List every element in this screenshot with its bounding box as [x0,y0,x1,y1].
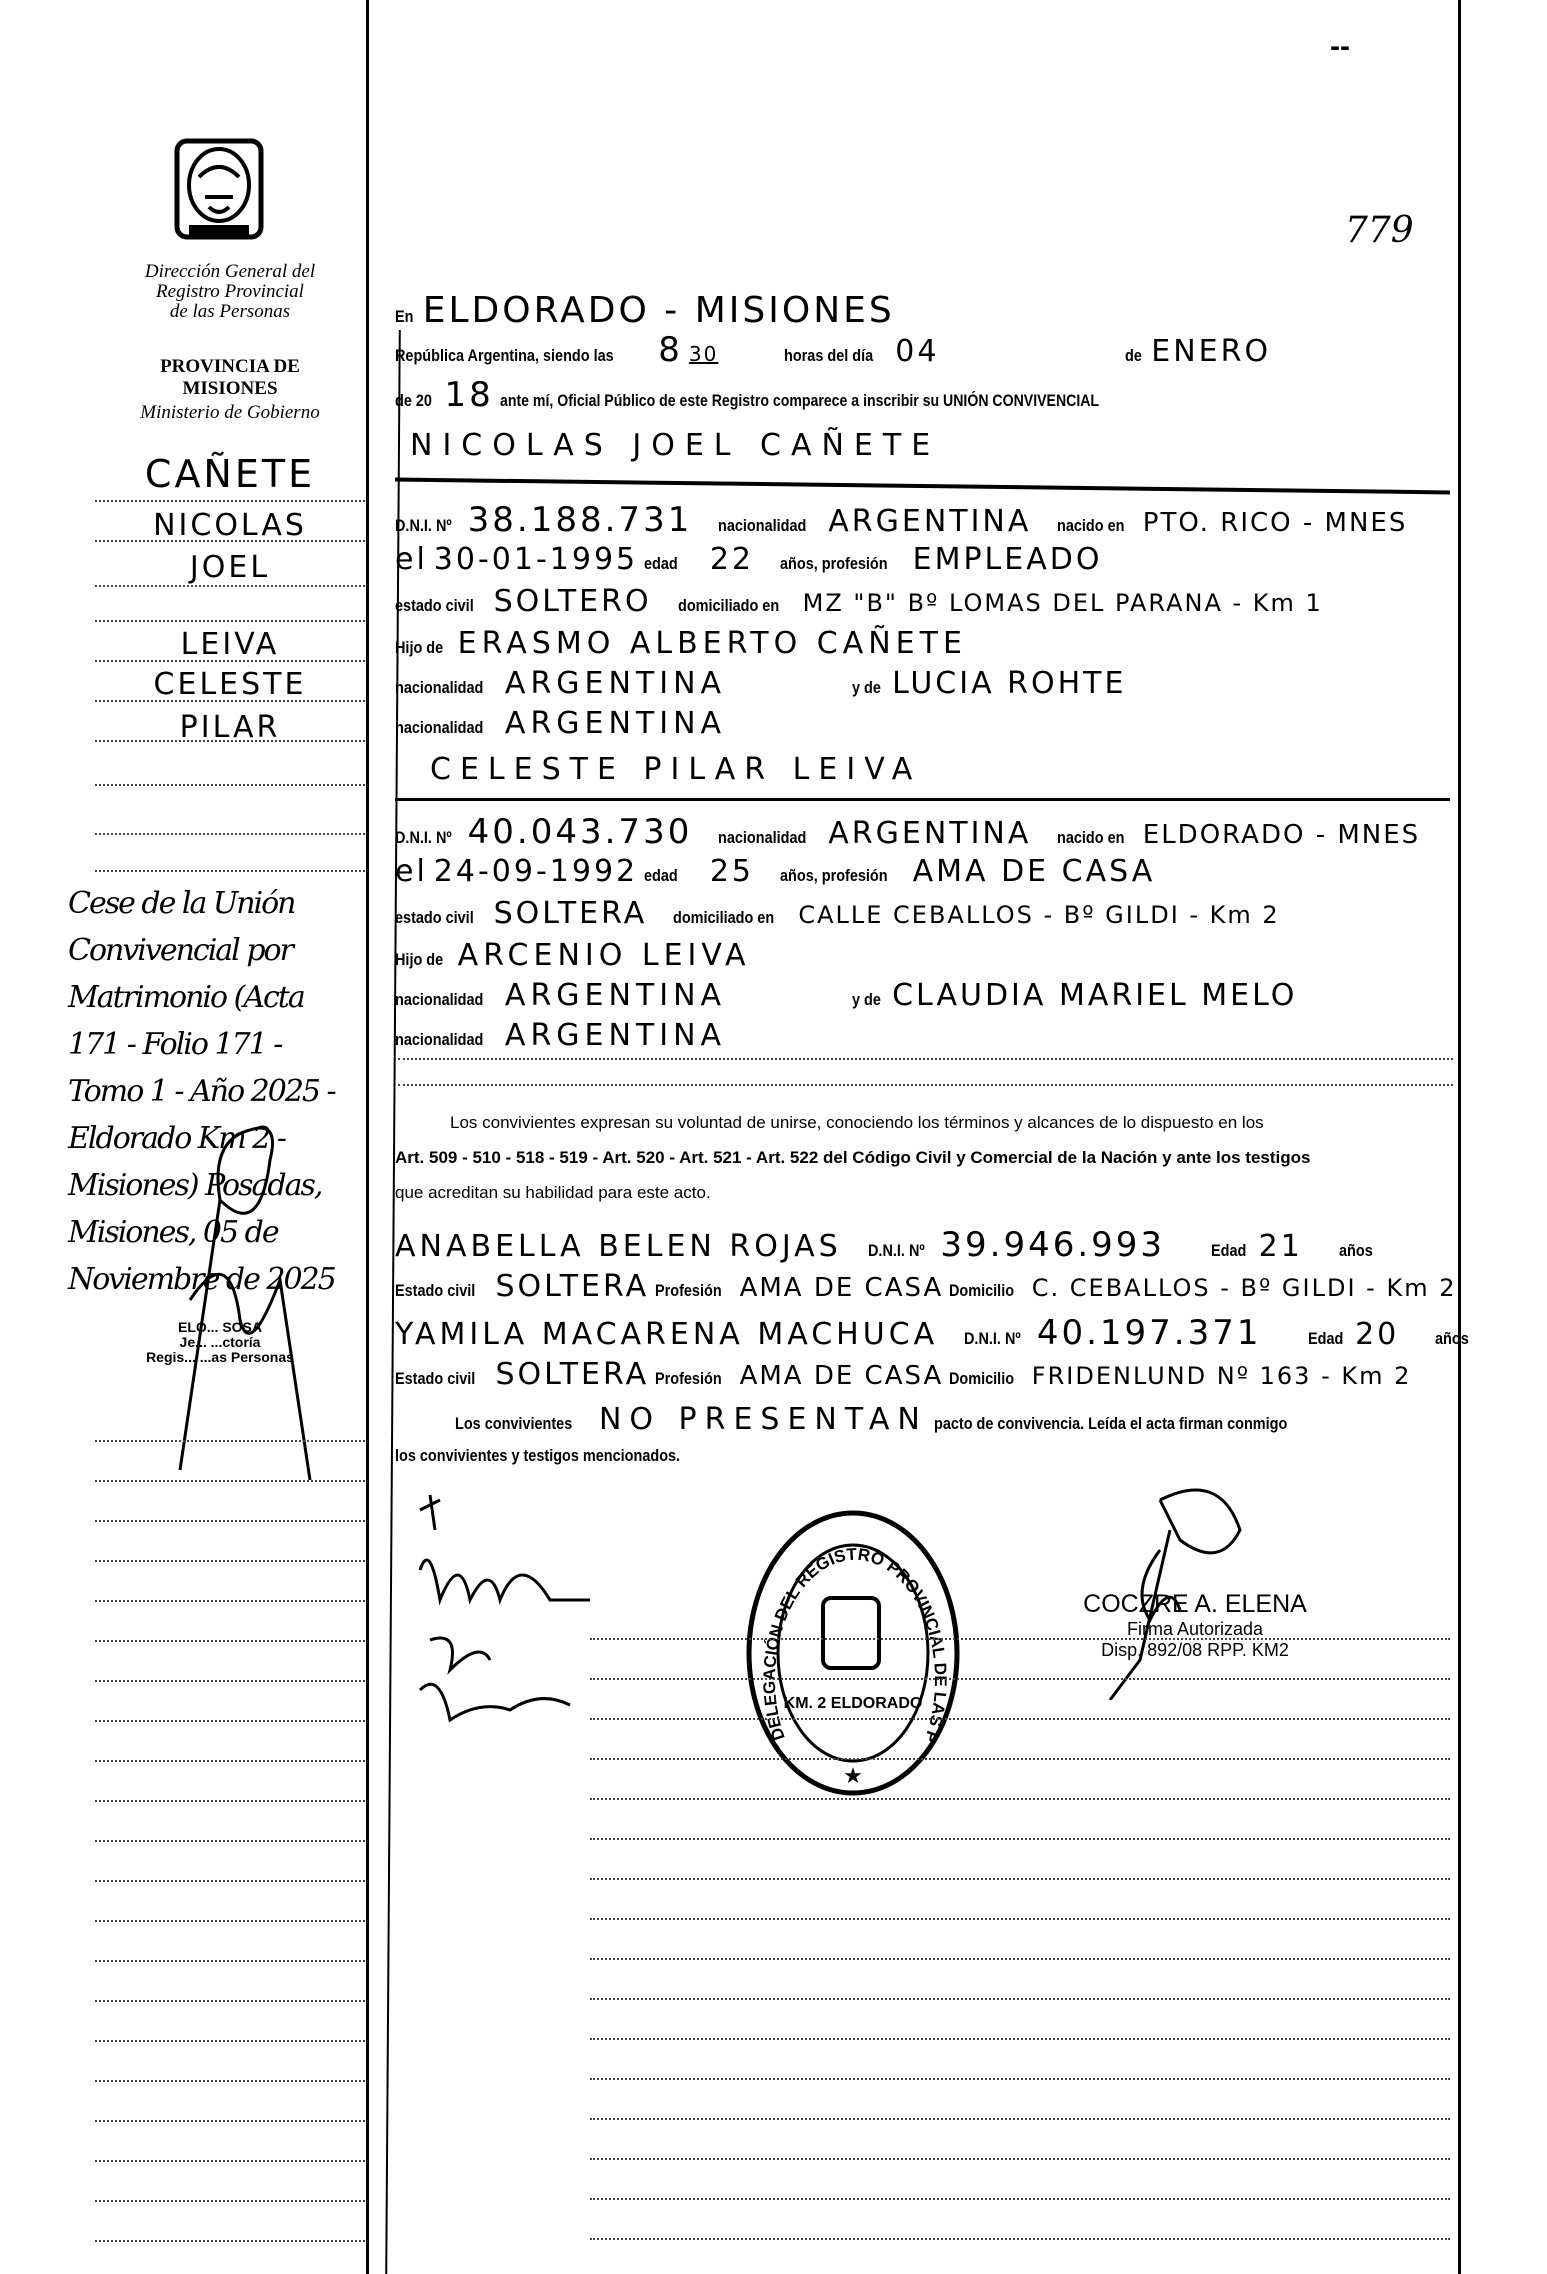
pact-suffix: pacto de convivencia. Leída el acta firman conmigo [933,1414,1288,1433]
margin-note-line: Cese de la Unión [68,886,295,921]
person1-birthdate: 30-01-1995 [433,542,639,577]
ruled-line [95,2080,365,2082]
witness-address-label: Domicilio [949,1281,1015,1300]
ruled-line [95,700,365,702]
ruled-line [95,2040,365,2042]
civil-status-label: estado civil [395,596,474,615]
header-line-1: Dirección General del [144,261,316,282]
ruled-line [95,1880,365,1882]
civil-status-label: estado civil [395,908,474,927]
ruled-line [590,1878,1450,1880]
ruled-line [590,2038,1450,2040]
ruled-line [590,2238,1450,2240]
age-label: edad [644,866,678,885]
age-label: edad [644,554,678,573]
birthplace-label: nacido en [1057,516,1125,535]
person2-dni: 40.043.730 [467,812,693,852]
person1-address: MZ "B" Bº LOMAS DEL PARANA - Km 1 [802,589,1323,617]
ruled-line [398,1084,1453,1086]
ruled-line [95,784,365,786]
ruled-line [95,1480,365,1482]
margin-note-line: Convivencial por [68,933,292,968]
year-suffix: 18 [444,375,494,415]
person1-father-nationality: ARGENTINA [504,666,727,701]
ruled-line [95,2160,365,2162]
form-row [395,584,1323,619]
witness-profession: AMA DE CASA [739,1273,944,1303]
form-row [395,1269,1456,1304]
margin-note-line: Misiones, 05 de [68,1215,278,1250]
father-nationality-label: nacionalidad [395,990,484,1009]
address-label: domiciliado en [673,908,775,927]
person1-birthplace: PTO. RICO - MNES [1142,508,1408,538]
ruled-line [95,1600,365,1602]
ruled-line [95,1960,365,1962]
margin-note-line: Eldorado Km 2 - [68,1121,285,1156]
page-number: 779 [1345,210,1414,251]
ruled-line [590,1998,1450,2000]
dni-label: D.N.I. Nº [395,828,452,847]
person1-mother: LUCIA ROHTE [892,666,1127,701]
birthplace-label: nacido en [1057,828,1125,847]
declaration-line-3: que acreditan su habilidad para este acto. [395,1183,711,1202]
form-row [395,1225,1379,1265]
ruled-line [95,2200,365,2202]
official-name: COCZRE A. ELENA [1083,1590,1307,1618]
ruled-line [590,2198,1450,2200]
father-label: Hijo de [395,950,444,969]
person2-profession: AMA DE CASA [912,854,1156,889]
el-label: el [395,854,428,889]
official-title: Firma Autorizada [1126,1619,1264,1639]
ruled-line [590,1798,1450,1800]
ruled-line [590,2158,1450,2160]
witness-profession-label: Profesión [655,1369,722,1388]
official-signature [1100,1460,1260,1700]
header-line-3: de las Personas [169,301,291,322]
person2-full-name: CELESTE PILAR LEIVA [430,752,922,787]
father-label: Hijo de [395,638,444,657]
witness-profession-label: Profesión [655,1281,722,1300]
witness-address: C. CEBALLOS - Bº GILDI - Km 2 [1031,1274,1457,1302]
witness-dni: 40.197.371 [1036,1313,1262,1353]
ruled-line [590,1638,1450,1640]
province-line-1: PROVINCIA DE [160,356,300,377]
ante-text: ante mí, Oficial Público de este Registro comparece a inscribir su UNIÓN CONVIVENCIAL [499,391,1099,410]
ruled-line [95,2000,365,2002]
province-line-2: MISIONES [182,378,278,399]
ruled-line [95,660,365,662]
ruled-line [590,1918,1450,1920]
ruled-line [95,870,365,872]
ruled-line [95,585,365,587]
margin-p2-name1: CELESTE [153,667,307,702]
form-row [395,1018,726,1053]
section-rule-1 [395,478,1450,495]
margin-p2-name2: PILAR [179,710,281,745]
form-row [395,812,1420,852]
form-row [395,1313,1475,1353]
ruled-line [95,1640,365,1642]
pact-prefix: Los convivientes [455,1414,573,1433]
witness-dni: 39.946.993 [940,1225,1166,1265]
signatures-left [400,1490,600,1730]
form-row [395,938,751,973]
ruled-line [95,500,365,502]
ruled-line [95,1680,365,1682]
margin-note-line: Noviembre de 2025 [68,1262,335,1297]
margin-p1-surname: CAÑETE [144,452,316,496]
person2-mother-nationality: ARGENTINA [504,1018,727,1053]
ruled-line [590,1958,1450,1960]
mother-nationality-label: nacionalidad [395,1030,484,1049]
witness-civil-label: Estado civil [395,1369,476,1388]
el-label: el [395,542,428,577]
right-border [1458,0,1461,2274]
ruled-line [398,1058,1453,1060]
stamp-line-1: ELO... SOSA [177,1319,262,1335]
person1-mother-nationality: ARGENTINA [504,706,727,741]
witness-dni-label: D.N.I. Nº [867,1241,925,1260]
person1-age: 22 [709,542,755,577]
witness-dni-label: D.N.I. Nº [964,1329,1021,1348]
stamp-outer-text: DELEGACIÓN DEL REGISTRO PROVINCIAL DE LAS P [759,1544,951,1746]
ruled-line [95,1440,365,1442]
ruled-line [95,1920,365,1922]
witness-civil-status: SOLTERA [495,1357,650,1392]
person2-civil-status: SOLTERA [493,896,648,931]
witness-age: 21 [1258,1229,1303,1264]
official-disposition: Disp. 892/08 RPP. KM2 [1101,1640,1289,1660]
form-row [395,854,1155,889]
witness-name: YAMILA MACARENA MACHUCA [395,1317,939,1352]
person1-father: ERASMO ALBERTO CAÑETE [457,626,967,661]
person2-birthdate: 24-09-1992 [433,854,639,889]
pact-value: NO PRESENTAN [598,1402,928,1437]
ruled-line [95,620,365,622]
ministry: Ministerio de Gobierno [140,402,320,423]
ruled-line [95,2120,365,2122]
profession-label: años, profesión [780,866,888,885]
stamp-line-3: Regis... ...as Personas [146,1349,294,1365]
form-row [395,666,1126,701]
person2-nationality: ARGENTINA [828,816,1032,851]
person2-father-nationality: ARGENTINA [504,978,727,1013]
person2-address: CALLE CEBALLOS - Bº GILDI - Km 2 [798,901,1280,929]
mother-nationality-label: nacionalidad [395,718,484,737]
person1-nationality: ARGENTINA [828,504,1032,539]
place-value: ELDORADO - MISIONES [422,290,895,331]
nationality-label: nacionalidad [718,516,807,535]
witness-civil-status: SOLTERA [495,1269,650,1304]
ruled-line [590,1758,1450,1760]
form-row [395,626,967,661]
svg-text:★: ★ [843,1763,863,1788]
person2-birthplace: ELDORADO - MNES [1142,820,1421,850]
ruled-line [95,1520,365,1522]
ruled-line [95,1560,365,1562]
witness-civil-label: Estado civil [395,1281,476,1300]
witness-age-label: Edad [1307,1329,1343,1348]
header-line-2: Registro Provincial [156,281,304,302]
day-value: 04 [895,334,940,369]
witness-address: FRIDENLUND Nº 163 - Km 2 [1031,1362,1412,1390]
witness-age: 20 [1355,1317,1400,1352]
mother-label: y de [852,678,882,697]
dni-label: D.N.I. Nº [395,516,452,535]
stamp-inner-text: KM. 2 ELDORADO [783,1695,923,1712]
province-seal [165,137,273,245]
profession-label: años, profesión [780,554,888,573]
person1-civil-status: SOLTERO [493,584,652,619]
pact-line-2: los convivientes y testigos mencionados. [395,1446,681,1465]
person1-full-name: NICOLAS JOEL CAÑETE [410,428,941,463]
minutes-value: 30 [688,342,719,366]
person2-mother: CLAUDIA MARIEL MELO [892,978,1298,1013]
ruled-line [95,2240,365,2242]
margin-signature [150,1120,320,1480]
form-row [395,500,1407,540]
ruled-line [590,1718,1450,1720]
form-row [395,1357,1411,1392]
margin-note-line: Tomo 1 - Año 2025 - [68,1074,335,1109]
month-de-label: de [1125,346,1143,365]
person1-dni: 38.188.731 [467,500,693,540]
person1-profession: EMPLEADO [912,542,1103,577]
section-rule-2 [395,798,1450,801]
registry-stamp [745,1508,961,1798]
declaration-line-1: Los convivientes expresan su voluntad de unirse, conociendo los términos y alcances de lo dispuesto en los [450,1113,1264,1132]
margin-note-line: 171 - Folio 171 - [68,1027,282,1062]
margin-note-line: Matrimonio (Acta [68,980,304,1015]
ruled-line [95,740,365,742]
nationality-label: nacionalidad [718,828,807,847]
ruled-line [95,833,365,835]
witness-profession: AMA DE CASA [739,1361,944,1391]
ruled-line [590,1838,1450,1840]
form-row [395,542,1102,577]
witness-name: ANABELLA BELEN ROJAS [395,1229,842,1264]
witness-anos-label: años [1435,1329,1469,1348]
republica-label: República Argentina, siendo las [395,346,614,365]
ruled-line [95,540,365,542]
ruled-line [590,1678,1450,1680]
person2-age: 25 [709,854,755,889]
ruled-line [95,1840,365,1842]
ruled-line [95,1720,365,1722]
ruled-line [590,2118,1450,2120]
margin-p1-name2: JOEL [189,550,271,585]
mother-label: y de [852,990,882,1009]
ruled-line [95,1800,365,1802]
en-label: En [395,307,414,326]
ruled-line [95,1760,365,1762]
form-row [395,978,1297,1013]
page-mark: -- [1330,30,1350,63]
hour-value: 8 [658,330,683,370]
person2-father: ARCENIO LEIVA [457,938,751,973]
witness-age-label: Edad [1211,1241,1247,1260]
margin-p2-surname: LEIVA [180,627,280,662]
month-value: ENERO [1151,334,1272,369]
year-prefix: de 20 [395,391,432,410]
left-column-border [366,0,369,2274]
witness-address-label: Domicilio [949,1369,1015,1388]
form-row [395,706,726,741]
address-label: domiciliado en [677,596,779,615]
ruled-line [590,2078,1450,2080]
declaration-line-2: Art. 509 - 510 - 518 - 519 - Art. 520 - Art. 521 - Art. 522 del Código Civil y Comercial de la Nación y ante los testigos [395,1148,1311,1167]
father-nationality-label: nacionalidad [395,678,484,697]
form-row [395,896,1280,931]
margin-p1-name1: NICOLAS [153,508,307,543]
witness-anos-label: años [1338,1241,1373,1260]
stamp-line-2: Je... ...ctoría [179,1334,261,1350]
margin-note-line: Misiones) Posadas, [68,1168,322,1203]
horas-label: horas del día [784,346,874,365]
